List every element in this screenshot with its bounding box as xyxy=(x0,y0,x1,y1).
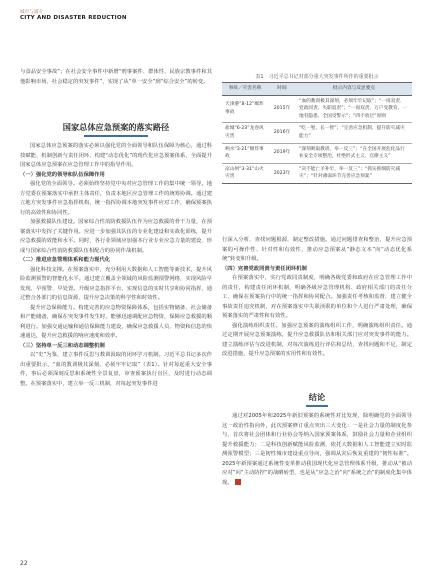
subheading: （三）坚持单一反三和动态调整机制 xyxy=(20,342,105,349)
table-header-cell: 批示内容与反思要点 xyxy=(296,83,412,96)
subheading: （一）强化党的领导和队伍保障作用 xyxy=(20,171,105,178)
paragraph: 行深入分析，查找问题根源，制定整改措施。通过问题排查和整治，提升应急预案的可操作性、针对性和有效性，推动应急预案从“静态文本”向“动态优化系统”转变和升级。 xyxy=(222,237,412,262)
end-of-article-icon xyxy=(235,479,241,485)
table-cell-year: 2019年 xyxy=(268,143,296,163)
paragraph: 通过对2005年和2025年新旧预案的系统性对比发现，除明确党的全面领导这一政治性指向外，此次预案修订重点突出三大变化：一是社会力量的制度化参与，首次将社会团体和行业协会等纳入国家预案体系，鼓励社会力量和企业组织提升救援能力；二是科技创新赋能风险监测，依托大数据和人工智能建立实时监测预警模型；三是韧性城市建设重点导向，强调从灾后恢复重建的“韧性标准”。2025年新预案通过系统性变革推动我国现代化应急管理体系升级，推动从“被动应对”向“主动防控”的战略转型，也是从“应急之治”向“系统之治”的制度化集中体现。 xyxy=(222,413,412,486)
table-cell-event: 天津港“8·12”爆炸事故 xyxy=(222,95,268,123)
table-cell-event: 响水“3·21”爆炸事故 xyxy=(222,143,268,163)
subheading: （二）推进应急管理体系和能力现代化 xyxy=(20,257,111,263)
journal-column-name-en: CITY AND DISASTER REDUCTION xyxy=(20,15,127,21)
table-cell-event: 凉山州“3·31”山火灾害 xyxy=(222,163,268,183)
conclusion-body xyxy=(222,412,412,488)
paragraph: 以“史”为鉴，建立事件反思与教训汲取的闭环学习机制。习近平总书记多次作出重要批示，“血的教训极其深刻，必须牢牢记取”（表1）。针对每起重大安全事件，事后必须深刻反思和系统性全景复盘，审查预案执行盲区，及时进行动态调整。在预案落实中，建立举一反三机制，对每起突发事件进 xyxy=(20,352,212,387)
table-cell-content: “决不能亡羊补牢，举一反三”；“抓实抓细防灾减灾”；“针对薄弱环节完善应急预案” xyxy=(296,163,412,183)
right-column-body xyxy=(222,236,412,360)
paragraph: 加强救援队伍建设。国家综合性消防救援队伍作为应急救援的骨干力量，在预案落实中发挥了关键作用。应进一步加强其队伍的专业化建设和实战化训练，提升应急救援的效能和水平。同时，各行业领域应加强本行业专业应急力量的建设，形成与国家综合性消防救援队伍相配合的协同作战机制。 xyxy=(20,219,212,254)
table-header-cell: 事故／灾害名称 xyxy=(222,83,268,96)
table-row xyxy=(222,95,412,123)
intro-paragraph: 与食品安全事故”；在社会安全事件中新增“刑事案件、群体性、民族宗教事件和其他影响市场、社会稳定的突发事件”，实现了从“单一安全”到“综合安全”的转变。 xyxy=(20,69,212,85)
conclusion-title-underline xyxy=(306,405,328,407)
paragraph: 国家总体应急预案的落实必须以强化党的全面领导和队伍保障为核心，通过科技赋能、机制创新与责任闭环，构建“动态优化”的现代化应急预案体系，全面提升国家总体应急预案在应急管理工作中的指导作用。 xyxy=(20,143,212,168)
directives-table xyxy=(222,82,412,184)
table-row xyxy=(222,123,412,143)
paragraph: 强化演练组织责任。加强应急预案的演练组织工作，明确演练组织责任。通过定期开展应急预案演练，提升应急救援队伍和相关部门应对突发事件的能力。建立演练评估与改进机制，对每次演练进行评估和总结，查找问题和不足，制定改进措施，提升应急预案的实用性和有效性。 xyxy=(222,322,412,357)
table-cell-content: “血的教训极其深刻，必须牢牢记取”；“一岗双责、党政同责、失职追责”；“一岗双责、万户受教育，一地有隐患、全国受警示”；“四不放过”原则 xyxy=(296,95,412,123)
paragraph: 提升应急保障能力。构建完善的应急物资保障体系，包括实物储备、社会储备和产能储备，确保在突发事件发生时，能够迅速调配应急物资，保障应急救援的顺利进行。加强交通运输和通信保障能力建设，确保应急救援人员、物资和信息的快速通达，提升应急救援的响应速度和效率。 xyxy=(20,304,212,339)
table-cell-year: 2016年 xyxy=(268,123,296,143)
journal-column-name: 城市与减灾 xyxy=(20,10,43,15)
conclusion-title: 结论 xyxy=(308,392,326,402)
section-title-underline xyxy=(84,135,148,137)
paragraph: 在预案落实中，实行党政同责制度，明确各级党委和政府在应急管理工作中的责任，构建责任闭环机制，明确各级应急管理机构、政府相关部门的责任分工，确保在预案执行中的统一指挥和协同配合。加强责任考核和监督，建立健全事故责任追究机制，对在预案落实中失职渎职的单位和个人进行严肃处理，确保预案落实的严肃性和有效性。 xyxy=(222,275,412,319)
left-column-body xyxy=(20,142,212,389)
table-cell-year: 2023年 xyxy=(268,163,296,183)
table-row xyxy=(222,163,412,183)
table-cell-content: “深刻吸取教训，举一反三”；“在全国开展危化品行业安全专项整治，杜绝形式主义、官僚主义” xyxy=(296,143,412,163)
paragraph: 强化科技支撑。在预案落实中，充分利用大数据和人工智能等新技术，提升风险监测预警的智能化水平。通过建立覆盖全领域的风险监测预警网络，实现风险早发现、早预警、早处置。升级应急指挥平台，实现信息的实时共享和协同指挥，通过整合各部门的信息资源，提升应急决策的科学性和时效性。 xyxy=(20,266,212,301)
section-title: 国家总体应急预案的落实路径 xyxy=(62,122,170,132)
subheading: （四）完善党政同责与责任闭环机制 xyxy=(222,265,307,272)
table-header-cell: 时间 xyxy=(268,83,296,96)
page-number: 22 xyxy=(20,560,28,567)
table-header-row xyxy=(222,83,412,96)
table-cell-event: 盐城“6·23”龙卷风灾害 xyxy=(222,123,268,143)
paragraph: 强化党的全面领导。必须始终坚持党中央对应急管理工作的集中统一领导。地方党委在预案落实中承担主体责任，负责本地区应急管理工作的统筹协调。通过建立地方突发事件应急指挥机构，统一指挥协调本地突发事件应对工作，确保预案执行的高效性和协同性。 xyxy=(20,181,212,216)
table-cell-content: “吃一堑、长一智”；“完善应急机制，提升防灾减灾能力” xyxy=(296,123,412,143)
table-cell-year: 2015年 xyxy=(268,95,296,123)
table-title: 表1 习近平总书记对部分重大突发事件所作的重要批示 xyxy=(255,74,379,80)
table-row xyxy=(222,143,412,163)
